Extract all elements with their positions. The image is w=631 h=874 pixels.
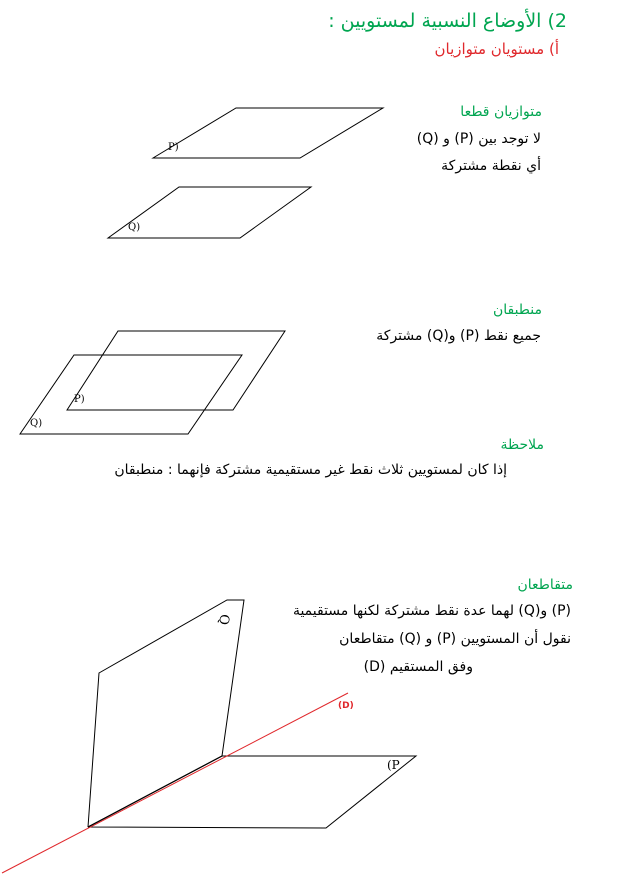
parallel-title: متوازيان قطعا (460, 104, 542, 120)
parallel-text-line1: لا توجد بين (P) و (Q) (416, 131, 541, 147)
parallel-plane-p-shape (153, 108, 383, 158)
coincident-title: منطبقان (492, 302, 542, 318)
note-text: إذا كان لمستويين ثلاث نقط غير مستقيمية مشتركة فإنهما : منطبقان (114, 462, 507, 478)
line-d-label: (D) (338, 701, 354, 711)
line-d (2, 693, 348, 873)
intersecting-text-line3: وفق المستقيم (D) (363, 659, 473, 675)
note-title: ملاحظة (500, 437, 544, 453)
parallel-text-line2: أي نقطة مشتركة (441, 158, 541, 174)
intersecting-label-p: (P (387, 758, 400, 772)
coincident-plane-front (20, 355, 242, 434)
intersecting-title: متقاطعان (517, 577, 573, 593)
coincident-label-p: P) (74, 394, 85, 405)
coincident-label-q: Q) (30, 418, 43, 429)
intersecting-plane-q (88, 600, 244, 827)
coincident-plane-back (67, 331, 285, 410)
intersecting-text-line1: (P) و(Q) لهما عدة نقط مشتركة لكنها مستقيمية (292, 603, 571, 619)
parallel-label-q: Q) (128, 222, 141, 233)
intersecting-plane-p (88, 756, 416, 828)
intersection-segment (88, 756, 222, 827)
coincident-text-line1: جميع نقط (P) و(Q) مشتركة (376, 328, 541, 344)
intersecting-text-line2: نقول أن المستويين (P) و (Q) متقاطعان (339, 631, 571, 647)
section-subheading: أ) مستويان متوازيان (434, 40, 559, 58)
intersecting-label-q: Q (215, 613, 232, 626)
parallel-label-p: P) (168, 142, 179, 153)
section-heading: 2) الأوضاع النسبية لمستويين : (328, 10, 567, 32)
